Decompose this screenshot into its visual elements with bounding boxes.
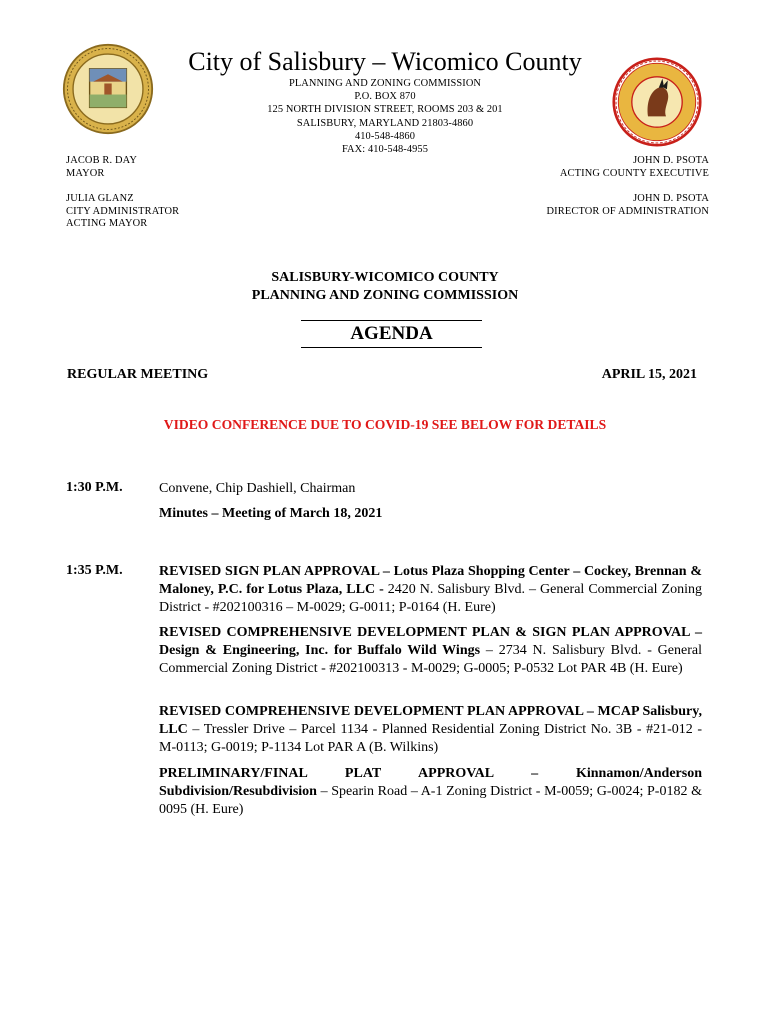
official-title: DIRECTOR OF ADMINISTRATION <box>546 205 709 217</box>
official-name: JULIA GLANZ <box>66 193 134 204</box>
item-heading: REVISED COMPREHENSIVE DEVELOPMENT PLAN & SIGN PLAN APPROVAL – Design & Engineering, Inc. for Buffalo Wild Wings <box>159 625 702 658</box>
agenda-item <box>159 563 702 617</box>
commission-line: SALISBURY-WICOMICO COUNTY <box>271 270 499 285</box>
official-director-administration <box>547 193 709 218</box>
time-slot: 1:35 P.M. <box>66 563 123 578</box>
time-slot: 1:30 P.M. <box>66 480 123 495</box>
agenda-title: AGENDA <box>301 320 482 348</box>
covid-notice: VIDEO CONFERENCE DUE TO COVID-19 SEE BELOW FOR DETAILS <box>163 417 607 432</box>
official-city-administrator <box>66 193 179 231</box>
official-county-executive <box>560 155 709 180</box>
agenda-item <box>159 765 702 819</box>
agenda-item <box>159 703 702 757</box>
item-heading: Minutes – Meeting of March 18, 2021 <box>159 506 383 521</box>
meeting-type: REGULAR MEETING <box>67 367 209 382</box>
phone-line: 410-548-4860 <box>354 130 416 142</box>
address-line: 125 NORTH DIVISION STREET, ROOMS 203 & 201 <box>267 104 503 116</box>
item-text: Convene, Chip Dashiell, Chairman <box>159 481 356 496</box>
official-name: JOHN D. PSOTA <box>633 155 709 166</box>
item-heading: REVISED COMPREHENSIVE DEVELOPMENT PLAN APPROVAL – MCAP Salisbury, LLC <box>159 704 702 737</box>
commission-line: PLANNING AND ZONING COMMISSION <box>251 288 519 303</box>
commission-heading <box>0 269 770 305</box>
official-mayor <box>66 155 137 180</box>
official-name: JOHN D. PSOTA <box>633 193 709 204</box>
org-title: City of Salisbury – Wicomico County <box>188 47 582 76</box>
fax-line: FAX: 410-548-4955 <box>341 144 429 156</box>
item-text: – Tressler Drive – Parcel 1134 - Planned Residential Zoning District No. 3B - #21-012 - M-0113; G-0019; P-1134 Lot PAR A (B. Wilkins) <box>159 722 702 755</box>
official-name: JACOB R. DAY <box>66 155 137 166</box>
address-line: PLANNING AND ZONING COMMISSION <box>288 78 482 89</box>
official-title: ACTING MAYOR <box>66 218 148 229</box>
agenda-item <box>159 505 702 523</box>
item-heading: PRELIMINARY/FINAL PLAT APPROVAL – Kinnamon/Anderson Subdivision/Resubdivision <box>159 766 702 799</box>
item-text: 2420 N. Salisbury Blvd. – General Commercial Zoning District - #202100316 – M-0029; G-0011; P-0164 (H. Eure) <box>159 582 702 615</box>
item-text: – Spearin Road – A-1 Zoning District - M-0059; G-0024; P-0182 & 0095 (H. Eure) <box>159 784 702 817</box>
official-title: ACTING COUNTY EXECUTIVE <box>559 167 709 179</box>
item-text: – 2734 N. Salisbury Blvd. - General Commercial Zoning District - #202100313 - M-0029; G-0005; P-0532 Lot PAR 4B (H. Eure) <box>159 643 702 676</box>
agenda-item <box>159 624 702 678</box>
official-title: CITY ADMINISTRATOR <box>66 205 180 217</box>
official-title: MAYOR <box>66 167 105 179</box>
item-heading: REVISED SIGN PLAN APPROVAL – Lotus Plaza Shopping Center – Cockey, Brennan & Maloney, P.C. for Lotus Plaza, LLC - <box>159 564 702 597</box>
agenda-item <box>159 480 702 498</box>
address-block <box>0 77 770 156</box>
meeting-date: APRIL 15, 2021 <box>601 367 697 382</box>
address-line: SALISBURY, MARYLAND 21803-4860 <box>296 117 474 129</box>
address-line: P.O. BOX 870 <box>354 91 416 103</box>
